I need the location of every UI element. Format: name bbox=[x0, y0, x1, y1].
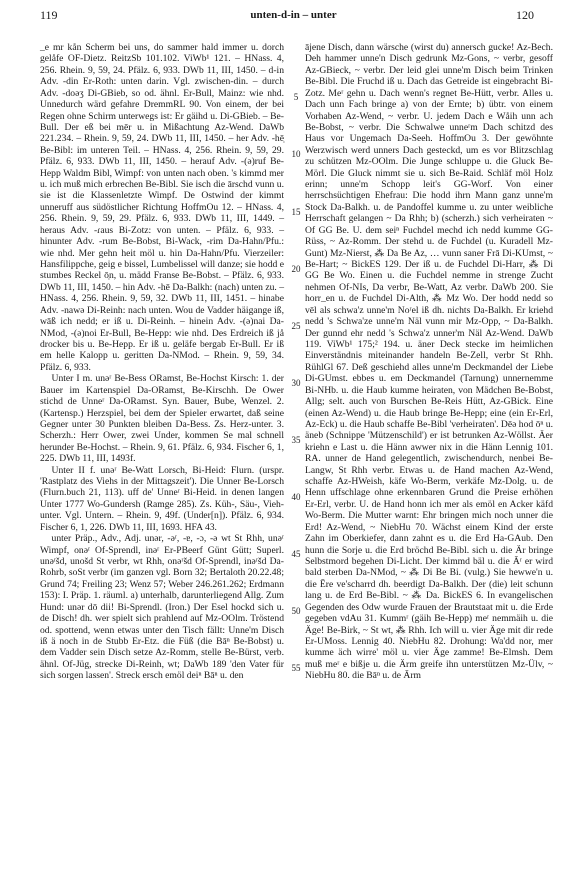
right-column bbox=[305, 42, 553, 682]
line-number: 30 bbox=[291, 378, 301, 388]
line-number: 5 bbox=[293, 92, 299, 102]
line-number: 20 bbox=[291, 264, 301, 274]
line-number: 50 bbox=[291, 606, 301, 616]
line-number: 40 bbox=[291, 492, 301, 502]
entry-unter-prep: unter Präp., Adv., Adj. unər, -əʳ, -ɐ, -ɔ, -ə wt St Rhh, unəʳ Wimpf, onəʳ Of-Sprendl, inəʳ Er-PBeerf Günt Gütt; Superl. unəʳšd, unošd St verbr, wt Rhh, onəʳšd Of-Sprendl, inəʳšd Da-Rohrb, soSt verbr (im ganzen vgl. Born 32; Bertaloth 20.22.48; Grund 74; Freiling 23; Wenz 57; Weber 246.261.262; Erdmann 153): I. Präp. 1. räuml. a) unterhalb, darunterliegend Allg. Zum Hund: unər dō dii! Bi-Sprendl. (Iron.) Der Esel hockd sich u. de Disch! dh. wer spielt sich prahlend auf Mz-OOlm. Tröstend od. spottend, wenn etwas unter den Tisch fällt: Unne'm Disch iß ä noch in de Stubb Er-Etz. die Füß (die Bāⁿ Be-Bobst) u. dem Vadder sein Disch setze Az-Romm, stelle Be-Bürst, verb. ähnl. Of-Jüg, strecke Di-Reinh, wt; DaWb 189 'den Vater für sich sorgen lassen'. Streck ersch emöl deiⁿ Bāⁿ u. den bbox=[40, 533, 284, 682]
entry-unten-compounds: _e mr kån Scherm bei uns, do sammer hald immer u. dorch gelåfe OF-Dietz. ReitzSb 101.102. ViWb¹ 121. – HNass. 4, 256. Rhein. 9, 59, 24. Pfälz. 6, 933. DWb 11, III, 1450. – d-in Adv. -din Er-Roth: unten darin. Vgl. zwischen-din. – durch Adv. -doəʒ Di-GBieb, so od. ähnl. Er-Bull, Mainz: wie nhd. Unnedurch wärd gefahre DremmRL 90. Von einem, der bei Regen ohne Schirm unterwegs ist: Er gäihd u. Di-GBieb. – Be-Bull. Der eß bei mēr u. in Mißachtung Az-Wend. DaWb 221.234. – Rhein. 9, 59, 24. DWb 11, III, 1450. – her Adv. -hē̜ Be-Bibl: im unteren Teil. – HNass. 4, 256. Rhein. 9, 59, 29. Pfälz. 6, 933. DWb 11, III, 1450. – herauf Adv. -(ə)ruf Be-Hepp Waldm Bibl, Wimpf: von unten nach oben. 's kimmd mer u. ich muß mich erbrechen Be-Bibl. Sie isch die ārschd vunn u. sie ist die Klassenletzte Wimpf. De Ostwind der kimmt unneruff aus südöstlicher Richtung HoffmOu 12. – HNass. 4, 256. Rhein. 9, 59, 29. Pfälz. 6, 933. DWb 11, III, 1449. – heraus Adv. -ɾaus Bi-Zotz: von unten. – Pfälz. 6, 933. – hinunter Adv. -rum Be-Bobst, Bi-Wack, -rim Da-Hahn/Pfu.: wie nhd. Mer gehn heit möl u. hin Da-Hahn/Pfu. Vierzeiler: Hansfilippche, geig e bissel, Lumbelissel will danze; sie hodd e stumbes Reckel ō̜n, u. mädd Franse Be-Bobst. – Pfälz. 6, 933. DWb 11, III, 1450. – hin Adv. -hē Da-Balkh: (nach) unten zu. – HNass. 4, 256. Rhein. 9, 59, 32. DWb 11, III, 1451. – hinabe Adv. -nawə Di-Reinh: nach unten. Wou de Vadder häigange iß, wāß ich nedd; er iß u. Di-Reinh. – hinein Adv. -(ə)nai Da-NMod, -(ə)noi Er-Bull, Be-Hepp: wie nhd. Des Erdreich iß jå drocker bis u. Be-Hepp. Er iß u. geläfe bergab Er-Bull. Er iß em helle Kalopp u. geritten Da-NMod. – Rhein. 9, 59, 34. Pfälz. 6, 933. bbox=[40, 42, 284, 373]
page-number-left: 119 bbox=[40, 8, 58, 22]
line-number: 25 bbox=[291, 321, 301, 331]
entry-unter-ii: Unter II f. unəʳ Be-Watt Lorsch, Bi-Heid: Flurn. (urspr. 'Rastplatz des Viehs in der Mittagszeit'). Die Unner Be-Lorsch (Flurn.buch 21, 113). uff de' Unneʳ Bi-Heid. in denen langen Unter 1777 Wo-Gundersh (Ramge 285). Zs. Küh-, Säu-, Vieh-unter. Vgl. Untern. – Rhein. 9, 49f. (Under[n]). Pfälz. 6, 934. Fischer 6, 1, 226. DWb 11, III, 1693. HFA 43. bbox=[40, 464, 284, 533]
line-number: 35 bbox=[291, 435, 301, 445]
entry-unter-continued: ājene Disch, dann wärsche (wirst du) annersch gucke! Az-Bech. Deh hammer unne'n Disch gedrunk Mz-Gons, ~ verbr, gesoff Az-GBieck, ~ verbr. Der leid glei unne'm Disch beim Trinken Be-Bibl. Die Fruchd iß u. Dach das Getreide ist eingebracht Bi-Zotz. Meʳ gehn u. Dach wenn's regnet Be-Hütt, verbr. Alles u. Dach unn Fach bringe a) von der Ernte; b) übtr. von einem Vorhaben Az-Wend, ~ verbr. U. jedem Dach e Wåih unn ach Be-Bobst, ~ verbr. Die Schwalwe unneʳm Dach schitzd des Haus vor Ungemach Da-Seeh. HoffmOu 3. Der gewöhnte Werzwisch werd unners Dach gesteckd, um es vor Blitzschlag zu schützen Mz-OOlm. Die Junge schluppe u. die Gluck Be-Mörl. Die Gluck nimmt sie u. sich Be-Raid. Schläf möl Holz erinn; unne'm Schopp leit's GG-Worf. Von einer herrschsüchtigen Ehefrau: Die hodd ihrn Mann ganz unne'm Stock Da-Balkh. u. de Pandoffel kumme u. zu unter weibliche Herrschaft gelangen ~ Da Rhh; b) (scherzh.) sich verheiraten ~ Of GG Be. U. dem seiⁿ Fuchdel mechd ich nedd kumme GG-Rüss, ~ Az-Romm. Der stehd u. de Fuchdel (u. Kuradell Mz-Gunt) Mz-Nierst, ⁂ Da Be Az, … vunn saner Frā Di-KUmst, ~ Be-Hart; ~ BickES 129. Der iß u. de Fuchdel Di-Harr, ⁂ Di GG Be Wo. Einen u. die Fuchdel nemme in strenge Zucht nehmen Of-NIs, Da verbr, Be-Watt, Az verbr. DaWb 200. Sie horr_en u. de Fuchdel Di-Alth, ⁂ Mz Wo. Der hodd nedd so vēl als schwa'z unne'm Noʳel iß dh. nichts Da-Balkh. Er kriehd nedd 's Schwa'ze unne'm Näl vunn mir Mz-Opp, ~ Da-Balkh. Der gunnd ehr nedd 's Schwa'z unner'm Näl Az-Wend. DaWb 119. ViWb¹ 175;² 194. u. äner Deck stecke im heimlichen Einverständnis miteinander handeln Be-Zell, verbr St Rhh. RühlGl 67. Deß geschiehd alles unne'm Deckmandel der Liebe Di-GUmst. ebbes u. em Deckmandel (Tarnung) unnernemme Bi-NHb. u. die Haub kumme heiraten, von Mädchen Be-Bobst, Allg; selt. auch von Burschen Be-Reis Hütt, Az-GBick. Eine (einen Az-Wend) u. die Haub bringe Be-Hepp; eine (ein Er-Erl, Az-Eck) u. die Haub schaffe Be-Bibl 'verheiraten'. Dēə hod ōⁿ u. äneb (Schnippe 'Mützenschild') er ist betrunken Az-Wöllst. Äer kriehn e Last u. die Hänn awwer nix in die Hänn Lennig 101. RA. unner de Hand gelegentlich, zwischendurch, nenbei Be-Langw, St Rhh verbr. Etwas u. de Hand machen Az-Wend, schaffe Az-HWeish, käfe Wo-Berm, verkäfe Mz-Dolg. u. de Henn uffschlage ohne erkennbaren Grund die Preise erhöhen Er-Erl, verbr. U. de Hand honn ich mer als emöl en Acker käfd Wo-Berm. Die Mutter warnt: Ehr bringen mich noch unner die Erd! Az-Wend, ~ NiebHu 70. Wächst einem Kind der erste Zahn im Oberkiefer, dann zahnt es u. die Erd Ha-GAub. Den hunn die Sorje u. die Erd bröchd Be-Bibl. sich u. die Är bringe Selbstmord begehen Di-Licht. Der kimmd bäl u. die Āʳ er wird bald sterben Da-NMod, ~ ⁂ Di Be Bi. (vulg.) Sie hewwe'n u. die Ēre ve'scharrd dh. beerdigt Da-Balkh. Der (die) leit schunn lang u. de Erd Be-Bibl. ~ ⁂ Da. BickES 6. In evangelischen Gegenden des Odw wurde Frauen der Brautstaat mit u. die Erde gegeben vdAu 31. Kummʳ (gäih Be-Hepp) meʳ nemmäih u. die Äge! Be-Birk, ~ St wt, ⁂ Rhh. Ich will u. vier Äge mit dir rede Er-UMoss. Lennig 40. NiebHu 82. Drohung: Wa'dd nor, mer kumme äch wirre' möl u. vier Äge zamme! Be-Elmsh. Dem muß meʳ e bißje u. die Ärm greife ihn unterstützen Mz-Ülv, ~ NiebHu 80. die Bāⁿ u. de Ārm bbox=[305, 42, 553, 682]
page-number-right: 120 bbox=[516, 8, 534, 22]
line-number: 45 bbox=[291, 549, 301, 559]
running-title: unten-d-in – unter bbox=[250, 9, 337, 21]
line-number: 15 bbox=[291, 207, 301, 217]
line-number: 55 bbox=[291, 663, 301, 673]
entry-unter-i: Unter I m. unəʳ Be-Bess ORamst, Be-Hochst Kirsch: 1. der Bauer im Kartenspiel Da-ORamst, Be-Kirschh. De Ower stichd de Unneʳ Da-ORamst. Syn. Bauer, Bube, Wenzel. 2. (Kartensp.) Herzspiel, bei dem der Spieler erwartet, daß seine Gegner unter 30 Punkten bleiben Da-Bess. Zs. Herz-unter. 3. Scherzh.: Herr Ower, zwei Under, kommen Se mal schnell herunder Be-Hochst. – Rhein. 9, 61. Pfälz. 6, 934. Fischer 6, 1, 225. DWb 11, III, 1493f. bbox=[40, 373, 284, 465]
line-number: 10 bbox=[291, 149, 301, 159]
left-column bbox=[40, 42, 284, 682]
